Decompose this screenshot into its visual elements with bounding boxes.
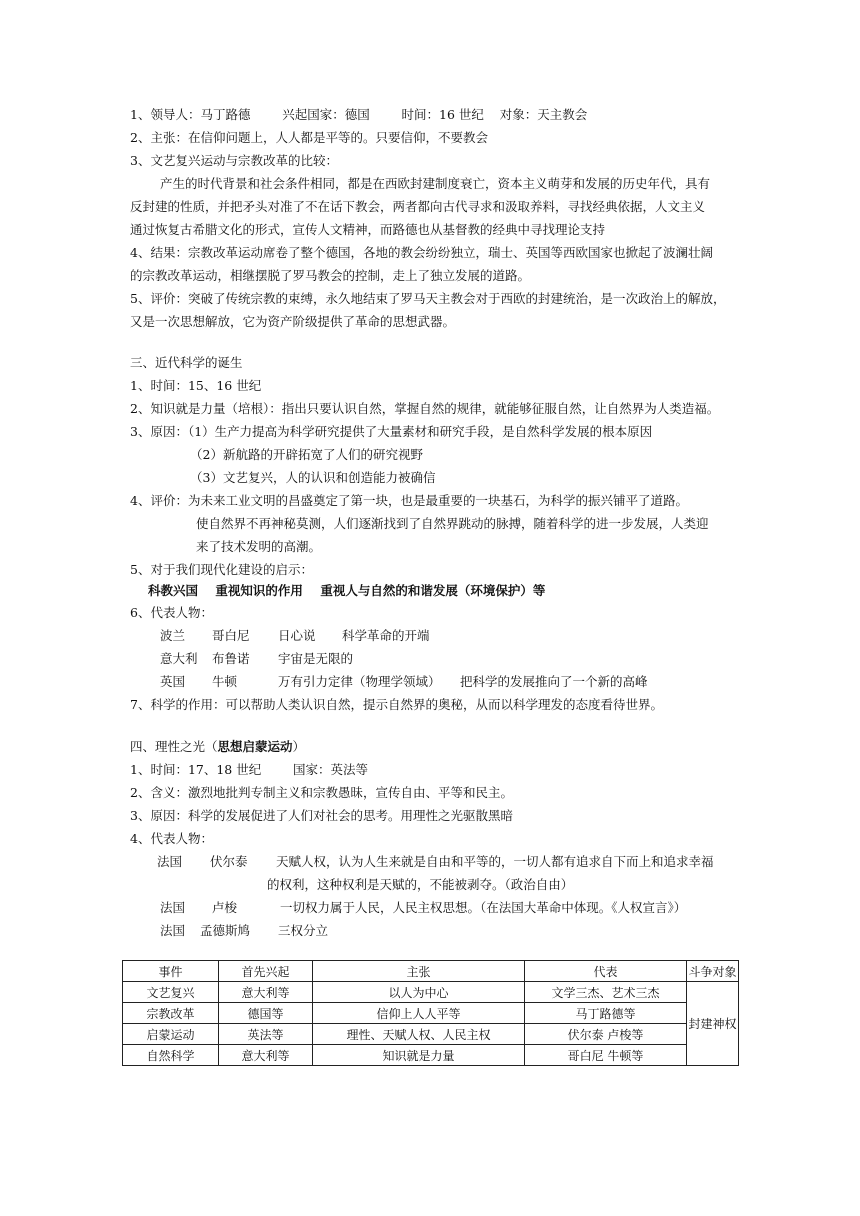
table-header: 事件: [123, 961, 219, 982]
people-country: 英国: [160, 674, 186, 689]
people-note: 把科学的发展推向了一个新的高峰: [460, 674, 648, 689]
thinker-text: 天赋人权，认为人生来就是自由和平等的，一切人都有追求自下而上和追求幸福: [276, 854, 714, 869]
people-work: 宇宙是无限的: [278, 651, 354, 666]
thinker-name: 伏尔泰: [210, 854, 248, 869]
people-name: 布鲁诺: [212, 651, 250, 666]
table-cell: 英法等: [219, 1024, 313, 1045]
science-item-3-b: （2）新航路的开辟拓宽了人们的研究视野: [190, 447, 423, 462]
thinker-name: 卢梭: [212, 900, 238, 915]
table-cell: 信仰上人人平等: [313, 1003, 525, 1024]
comparison-line-1: 产生的时代背景和社会条件相同，都是在西欧封建制度衰亡，资本主义萌芽和发展的历史年代，具有: [160, 176, 711, 191]
reformation-item-2: 2、主张：在信仰问题上，人人都是平等的。只要信仰，不要教会: [130, 130, 488, 145]
thinker-text: 一切权力属于人民，人民主权思想。（在法国大革命中体现。《人权宣言》）: [280, 900, 687, 915]
summary-table: [122, 960, 739, 1066]
section-3-heading: 三、近代科学的诞生: [130, 355, 243, 370]
reformation-item-1: 1、领导人：马丁路德 兴起国家：德国 时间：16 世纪 对象：天主教会: [130, 107, 588, 122]
heading-prefix: 四、理性之光（: [130, 739, 218, 754]
table-header: 斗争对象: [687, 961, 739, 982]
thinker-country: 法国: [160, 900, 186, 915]
table-row: [123, 1003, 739, 1024]
table-cell: 宗教改革: [123, 1003, 219, 1024]
table-cell: 自然科学: [123, 1045, 219, 1066]
comparison-line-2: 反封建的性质，并把矛头对准了不在话下教会，两者都向古代寻求和汲取养料，寻找经典依据，人文主义: [130, 199, 706, 214]
table-row: [123, 1045, 739, 1066]
table-cell: 德国等: [219, 1003, 313, 1024]
science-item-3: 3、原因：（1）生产力提高为科学研究提供了大量素材和研究手段，是自然科学发展的根本原因: [130, 424, 653, 439]
science-item-2: 2、知识就是力量（培根）：指出只要认识自然，掌握自然的规律，就能够征服自然，让自然界为人类造福。: [130, 401, 720, 416]
science-item-4-c: 来了技术发明的高潮。: [196, 539, 322, 554]
science-item-4: 4、评价：为未来工业文明的昌盛奠定了第一块，也是最重要的一块基石，为科学的振兴铺平了道路。: [130, 493, 688, 508]
table-cell: 伏尔泰 卢梭等: [525, 1024, 687, 1045]
reformation-item-5: 5、评价：突破了传统宗教的束缚，永久地结束了罗马天主教会对于西欧的封建统治，是一次政治上的解放，: [130, 291, 726, 306]
thinker-name: 孟德斯鸠: [200, 923, 251, 938]
science-item-3-c: （3）文艺复兴，人的认识和创造能力被确信: [190, 470, 436, 485]
science-item-5-bold: 科教兴国 重视知识的作用 重视人与自然的和谐发展（环境保护）等: [148, 583, 546, 598]
enlightenment-item-3: 3、原因：科学的发展促进了人们对社会的思考。用理性之光驱散黑暗: [130, 808, 513, 823]
reformation-item-4-cont: 的宗教改革运动，相继摆脱了罗马教会的控制，走上了独立发展的道路。: [130, 268, 531, 283]
table-row: [123, 1024, 739, 1045]
people-country: 意大利: [160, 651, 198, 666]
table-header: 首先兴起: [219, 961, 313, 982]
table-cell: 哥白尼 牛顿等: [525, 1045, 687, 1066]
table-cell: 意大利等: [219, 982, 313, 1003]
table-row: [123, 982, 739, 1003]
people-name: 哥白尼: [212, 628, 250, 643]
table-cell: 以人为中心: [313, 982, 525, 1003]
people-work: 日心说: [278, 628, 316, 643]
people-note: 科学革命的开端: [342, 628, 430, 643]
table-header: 主张: [313, 961, 525, 982]
comparison-line-3: 通过恢复古希腊文化的形式，宣传人文精神，而路德也从基督教的经典中寻找理论支持: [130, 222, 606, 237]
table-cell: 知识就是力量: [313, 1045, 525, 1066]
table-cell: 文艺复兴: [123, 982, 219, 1003]
reformation-item-5-cont: 又是一次思想解放，它为资产阶级提供了革命的思想武器。: [130, 314, 456, 329]
science-item-7: 7、科学的作用：可以帮助人类认识自然，提示自然界的奥秘，从而以科学理发的态度看待世界。: [130, 697, 663, 712]
enlightenment-item-4: 4、代表人物：: [130, 831, 213, 846]
science-item-4-b: 使自然界不再神秘莫测，人们逐渐找到了自然界跳动的脉搏，随着科学的进一步发展，人类迎: [196, 516, 709, 531]
table-cell: 文学三杰、艺术三杰: [525, 982, 687, 1003]
reformation-item-4: 4、结果：宗教改革运动席卷了整个德国，各地的教会纷纷独立，瑞士、英国等西欧国家也掀起了波澜壮阔: [130, 245, 713, 260]
table-cell: 马丁路德等: [525, 1003, 687, 1024]
enlightenment-item-2: 2、含义：激烈地批判专制主义和宗教愚昧，宣传自由、平等和民主。: [130, 785, 513, 800]
people-work: 万有引力定律（物理学领域）: [278, 674, 441, 689]
science-item-6: 6、代表人物：: [130, 605, 213, 620]
table-header-row: [123, 961, 739, 982]
thinker-country: 法国: [157, 854, 183, 869]
enlightenment-item-1: 1、时间：17、18 世纪 国家：英法等: [130, 762, 369, 777]
thinker-country: 法国: [160, 923, 186, 938]
table-merged-cell: 封建神权: [687, 982, 739, 1066]
thinker-text: 三权分立: [278, 923, 329, 938]
thinker-text-cont: 的权利，这种权利是天赋的，不能被剥夺。（政治自由）: [267, 877, 574, 892]
people-country: 波兰: [160, 628, 186, 643]
section-4-heading: [130, 738, 305, 756]
science-item-5: 5、对于我们现代化建设的启示：: [130, 562, 313, 577]
heading-bold: 思想启蒙运动: [217, 739, 293, 754]
table-cell: 理性、天赋人权、人民主权: [313, 1024, 525, 1045]
science-item-1: 1、时间：15、16 世纪: [130, 378, 262, 393]
reformation-item-3: 3、文艺复兴运动与宗教改革的比较：: [130, 153, 338, 168]
table-cell: 启蒙运动: [123, 1024, 219, 1045]
people-name: 牛顿: [212, 674, 238, 689]
table-cell: 意大利等: [219, 1045, 313, 1066]
heading-suffix: ）: [292, 739, 306, 754]
table-header: 代表: [525, 961, 687, 982]
